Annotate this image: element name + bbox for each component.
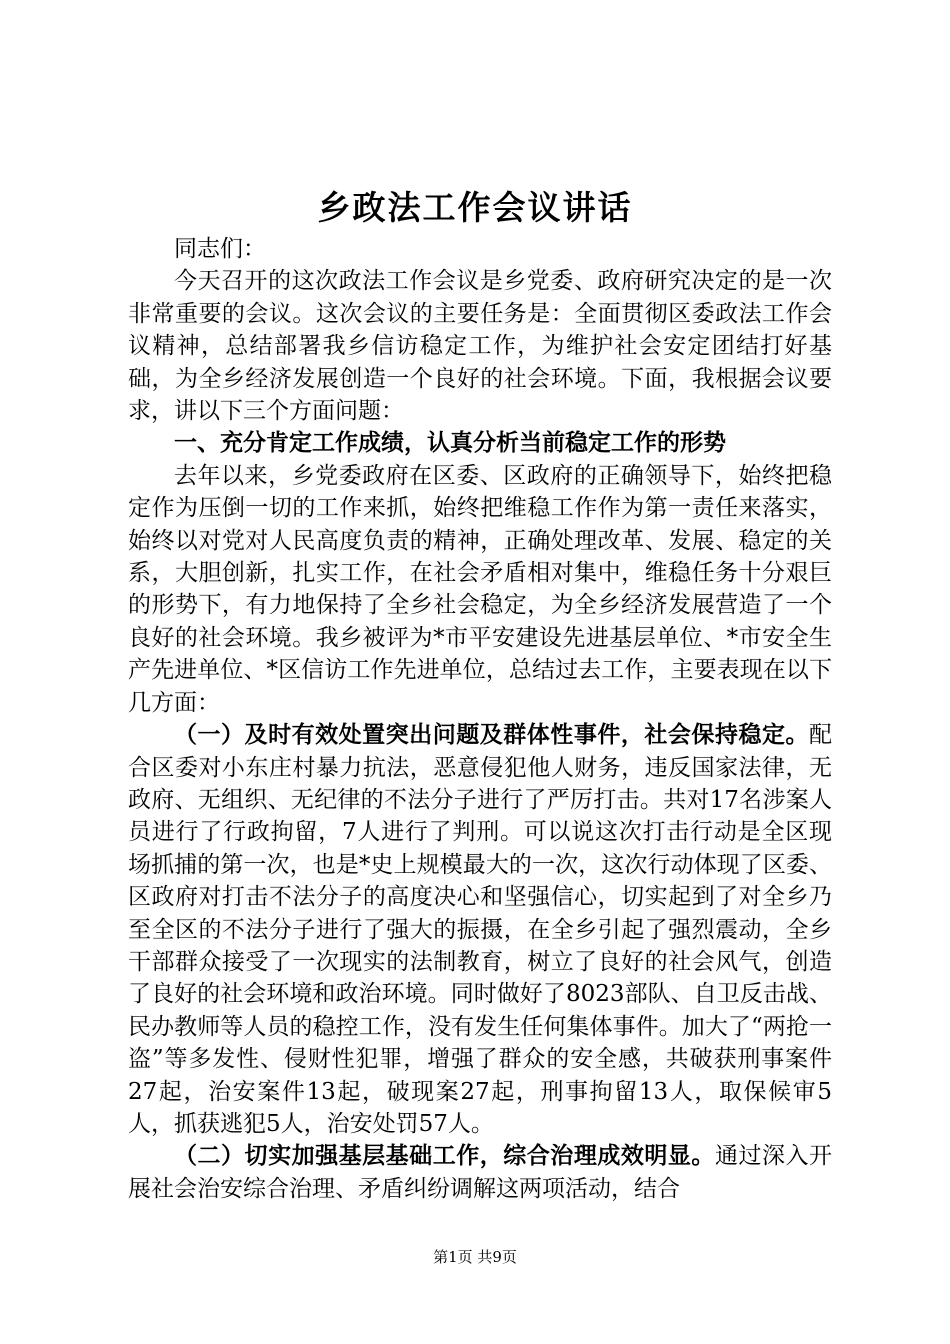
item-1-heading: （一）及时有效处置突出问题及群体性事件，社会保持稳定。 (174, 721, 809, 749)
document-title: 乡政法工作会议讲话 (317, 188, 633, 227)
item-2-paragraph (128, 1140, 832, 1205)
item-1-text: 配合区委对小东庄村暴力抗法，恶意侵犯他人财务，违反国家法律，无政府、无组织、无纪律的不法分子进行了严厉打击。共对17名涉案人员进行了行政拘留，7人进行了判刑。可以说这次打击行动是全区现场抓捕的第一次，也是*史上规模最大的一次，这次行动体现了区委、区政府对打击不法分子的高度决心和坚强信心，切实起到了对全乡乃至全区的不法分子进行了强大的振摄，在全乡引起了强烈震动，全乡干部群众接受了一次现实的法制教育，树立了良好的社会风气，创造了良好的社会环境和政治环境。同时做好了8023部队、自卫反击战、民办教师等人员的稳控工作，没有发生任何集体事件。加大了“两抢一盗”等多发性、侵财性犯罪，增强了群众的安全感，共破获刑事案件27起，治安案件13起，破现案27起，刑事拘留13人，取保候审5人，抓获逃犯5人，治安处罚57人。 (128, 722, 832, 1137)
item-1-paragraph (128, 719, 832, 1140)
document-body (128, 233, 832, 1205)
section-1-heading: 一、充分肯定工作成绩，认真分析当前稳定工作的形势 (174, 429, 726, 457)
intro-paragraph: 今天召开的这次政法工作会议是乡党委、政府研究决定的是一次非常重要的会议。这次会议的主要任务是：全面贯彻区委政法工作会议精神，总结部署我乡信访稳定工作，为维护社会安定团结打好基础，为全乡经济发展创造一个良好的社会环境。下面，我根据会议要求，讲以下三个方面问题： (128, 268, 832, 425)
item-2-heading: （二）切实加强基层基础工作，综合治理成效明显。 (174, 1142, 715, 1170)
item-2-text: 通过深入开展社会治安综合治理、矛盾纠纷调解这两项活动，结合 (128, 1143, 833, 1202)
salutation: 同志们： (174, 236, 266, 262)
page-number-footer: 第1页 共9页 (433, 1248, 517, 1266)
section-1-paragraph: 去年以来，乡党委政府在区委、区政府的正确领导下，始终把稳定作为压倒一切的工作来抓，始终把维稳工作作为第一责任来落实，始终以对党对人民高度负责的精神，正确处理改革、发展、稳定的关系，大胆创新，扎实工作，在社会矛盾相对集中，维稳任务十分艰巨的形势下，有力地保持了全乡社会稳定，为全乡经济发展营造了一个良好的社会环境。我乡被评为*市平安建设先进基层单位、*市安全生产先进单位、*区信访工作先进单位，总结过去工作，主要表现在以下几方面： (128, 462, 832, 716)
